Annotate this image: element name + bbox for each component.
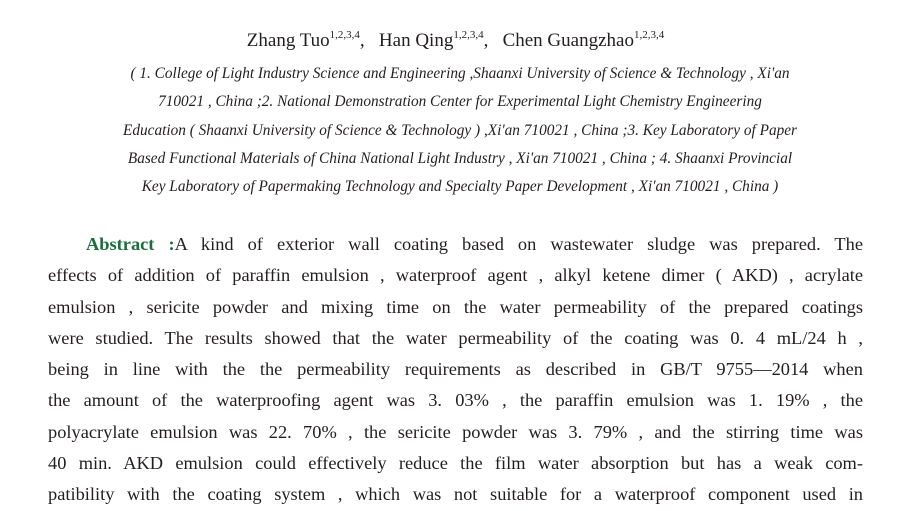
author <box>247 30 365 51</box>
author-list <box>0 28 911 54</box>
abstract-text: A kind of exterior wall coating based on wastewater sludge was prepared. The <box>174 234 863 254</box>
affiliations <box>40 60 880 201</box>
affiliation-line: ( 1. College of Light Industry Science and Engineering ,Shaanxi University of Science & Technology , Xi'an <box>130 65 790 82</box>
abstract-line: the amount of the waterproofing agent was 3. 03% , the paraffin emulsion was 1. 19% , the <box>48 390 863 411</box>
author-name: Han Qing <box>378 30 454 51</box>
abstract-line <box>48 229 863 260</box>
author-affiliation-marks: 1,2,3,4 <box>329 29 360 41</box>
affiliation-line: Education ( Shaanxi University of Science & Technology ) ,Xi'an 710021 , China ;3. Key Laboratory of Paper <box>123 121 797 139</box>
affiliation-line: 710021 , China ;2. National Demonstration Center for Experimental Light Chemistry Engineering <box>158 93 762 111</box>
abstract-line: effects of addition of paraffin emulsion , waterproof agent , alkyl ketene dimer ( AKD) , acrylate <box>48 265 863 286</box>
author-separator: , <box>359 30 365 51</box>
affiliation-line: Key Laboratory of Papermaking Technology and Specialty Paper Development , Xi'an 710021 , China ) <box>141 178 779 196</box>
author-name: Zhang Tuo <box>246 30 330 51</box>
abstract-line: 40 min. AKD emulsion could effectively reduce the film water absorption but has a weak com- <box>48 453 863 474</box>
author-separator: , <box>483 30 489 51</box>
abstract <box>48 229 863 511</box>
author <box>379 30 488 51</box>
affiliation-line: Based Functional Materials of China National Light Industry , Xi'an 710021 , China ; 4. Shaanxi Provincial <box>127 149 793 167</box>
author-name: Chen Guangzhao <box>502 30 634 51</box>
abstract-line: being in line with the the permeability requirements as described in GB/T 9755—2014 when <box>48 359 863 380</box>
abstract-label: Abstract : <box>86 234 175 254</box>
abstract-line: were studied. The results showed that the water permeability of the coating was 0. 4 mL/24 h , <box>48 327 863 348</box>
author-affiliation-marks: 1,2,3,4 <box>633 29 665 41</box>
author-affiliation-marks: 1,2,3,4 <box>453 29 484 41</box>
abstract-line: polyacrylate emulsion was 22. 70% , the sericite powder was 3. 79% , and the stirring time was <box>48 421 863 442</box>
abstract-line: patibility with the coating system , which was not suitable for a waterproof component used in <box>48 484 863 505</box>
author <box>503 30 665 51</box>
abstract-line: emulsion , sericite powder and mixing time on the water permeability of the prepared coatings <box>48 296 863 317</box>
